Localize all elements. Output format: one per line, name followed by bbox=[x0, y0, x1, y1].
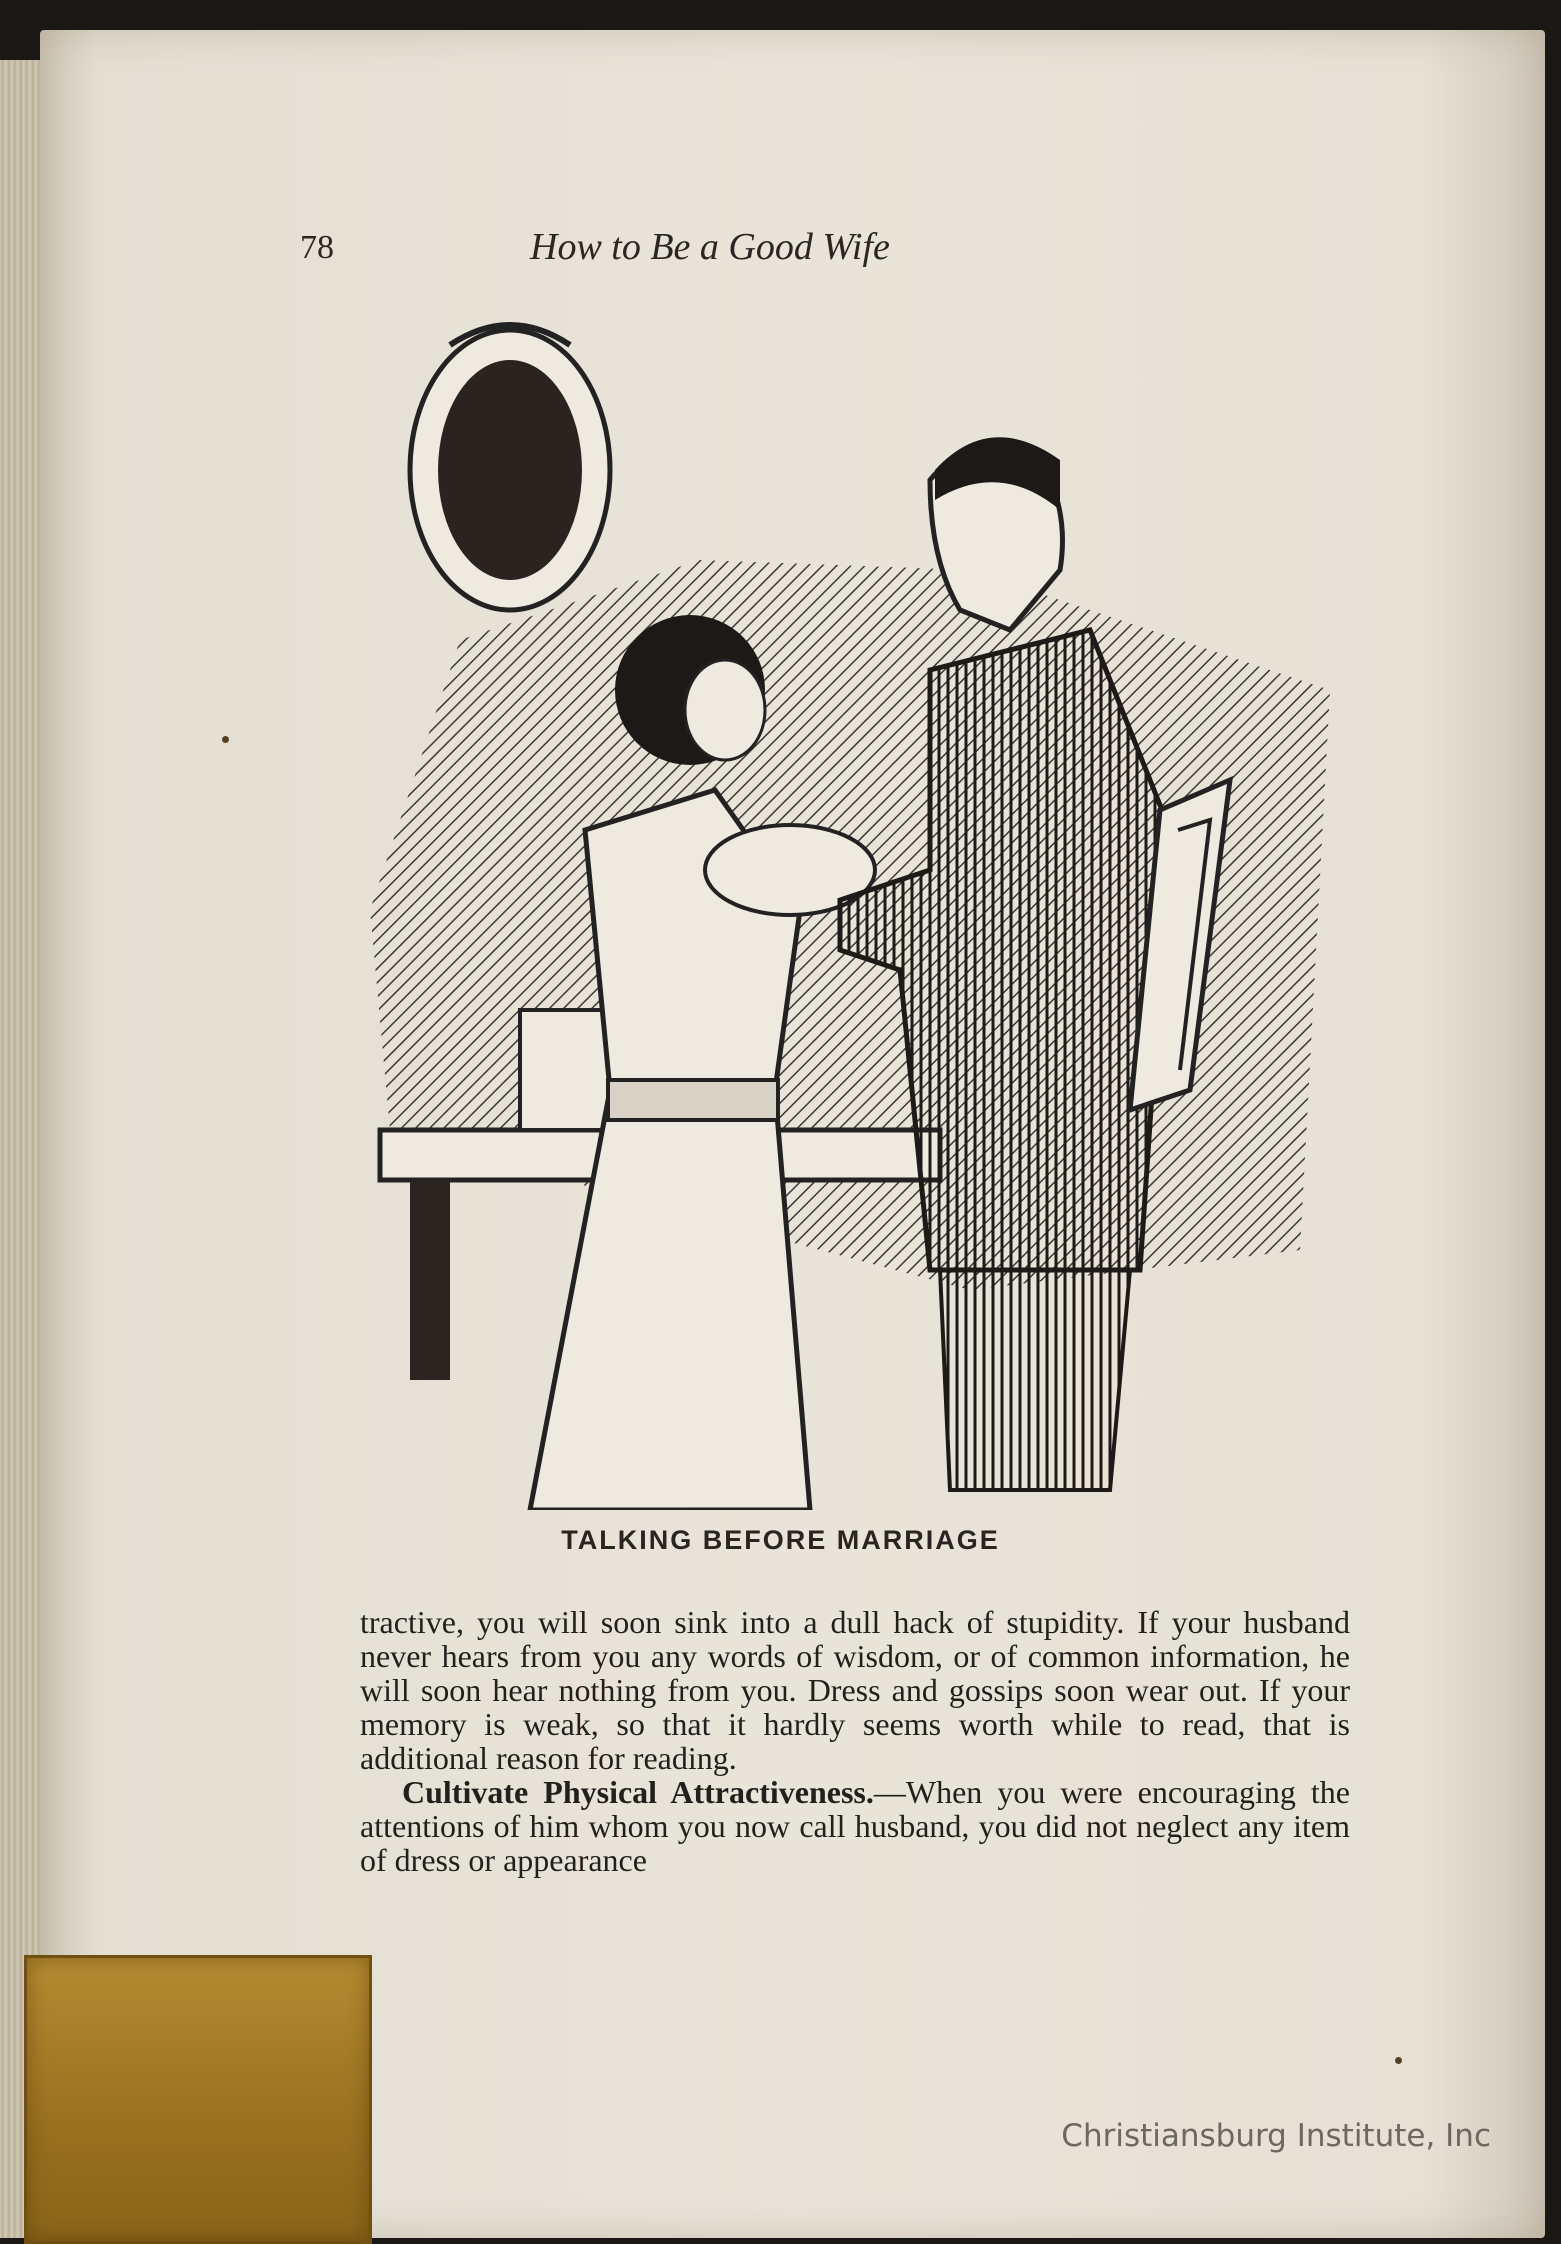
paper-speck bbox=[1395, 2057, 1402, 2064]
bookmark-tab bbox=[24, 1955, 372, 2244]
running-title: How to Be a Good Wife bbox=[530, 226, 890, 268]
paragraph bbox=[360, 1775, 1350, 1877]
side-heading: Cultivate Physical Attractiveness. bbox=[402, 1774, 874, 1810]
page-number: 78 bbox=[300, 229, 334, 266]
paragraph: tractive, you will soon sink into a dull hack of stupidity. If your husband never hears from you any words of wisdom, or of common information, he will soon hear nothing from you. Dress and gossips soon wear out. If your memory is weak, so that it hardly seems worth while to read, that is additional reason for reading. bbox=[360, 1604, 1350, 1776]
illustration-couple bbox=[370, 310, 1340, 1510]
paper-speck bbox=[222, 736, 229, 743]
mirror-drawing bbox=[410, 325, 610, 610]
paragraph-text: —When you were encouraging the attentions of him whom you now call husband, you did not neglect any item of dress or appearance bbox=[360, 1774, 1350, 1878]
illustration-caption: TALKING BEFORE MARRIAGE bbox=[561, 1525, 1000, 1555]
body-text bbox=[360, 1605, 1350, 1877]
watermark-credit: Christiansburg Institute, Inc bbox=[1061, 2118, 1491, 2154]
page-header bbox=[300, 225, 1040, 275]
